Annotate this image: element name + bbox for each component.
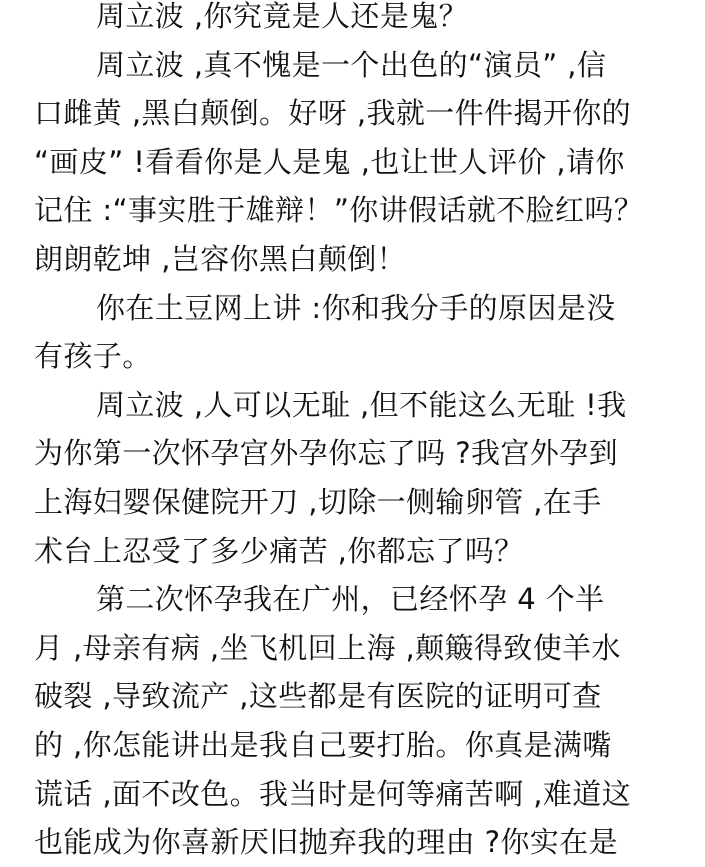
text-line: 上海妇婴保健院开刀 ,切除一侧输卵管 ,在手 <box>34 484 602 519</box>
text-line: 破裂 ,导致流产 ,这些都是有医院的证明可查 <box>34 679 602 714</box>
text-line: 朗朗乾坤 ,岂容你黑白颠倒！ <box>34 241 407 276</box>
text-line: 为你第一次怀孕宫外孕你忘了吗 ?我宫外孕到 <box>34 436 619 471</box>
text-line: 第二次怀孕我在广州，已经怀孕 4 个半 <box>96 582 605 617</box>
text-line: 月 ,母亲有病 ,坐飞机回上海 ,颠簸得致使羊水 <box>34 630 621 665</box>
text-line: 周立波 ,你究竟是人还是鬼？ <box>96 0 469 33</box>
text-line: 有孩子。 <box>34 339 152 374</box>
text-line: 口雌黄 ,黑白颠倒。好呀 ,我就一件件揭开你的 <box>34 96 632 131</box>
text-line: 谎话 ,面不改色。我当时是何等痛苦啊 ,难道这 <box>34 776 632 811</box>
text-line: 术台上忍受了多少痛苦 ,你都忘了吗？ <box>34 533 524 568</box>
document-body <box>34 0 677 867</box>
text-line: 的 ,你怎能讲出是我自己要打胎。你真是满嘴 <box>34 727 612 762</box>
text-line: 你在土豆网上讲 :你和我分手的原因是没 <box>96 290 616 325</box>
text-line: 周立波 ,真不愧是一个出色的“演员” ,信 <box>96 47 607 82</box>
text-line: 周立波 ,人可以无耻 ,但不能这么无耻 !我 <box>96 387 627 422</box>
text-line: 也能成为你喜新厌旧抛弃我的理由 ?你实在是 <box>34 825 619 860</box>
text-line: “画皮” !看看你是人是鬼 ,也让世人评价 ,请你 <box>34 144 625 179</box>
text-line: 记住 :“事实胜于雄辩！”你讲假话就不脸红吗？ <box>34 193 644 228</box>
